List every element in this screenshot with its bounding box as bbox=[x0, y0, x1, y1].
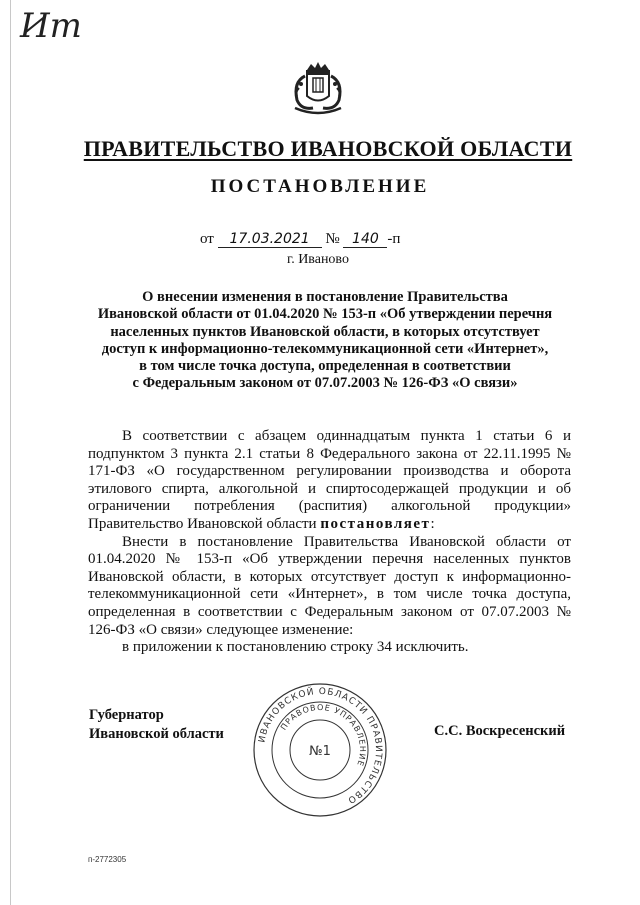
organization-title: ПРАВИТЕЛЬСТВО ИВАНОВСКОЙ ОБЛАСТИ bbox=[83, 136, 573, 161]
document-subject bbox=[80, 289, 570, 393]
stamp-ring-text: ИВАНОВСКОЙ ОБЛАСТИ ПРАВИТЕЛЬСТВО bbox=[257, 686, 384, 806]
subject-line: Ивановской области от 01.04.2020 № 153-п «Об утверждении перечня bbox=[97, 306, 553, 323]
signatory-role-line: Губернатор bbox=[89, 707, 164, 723]
number-suffix: -п bbox=[387, 231, 401, 247]
city-line: г. Иваново bbox=[287, 252, 349, 267]
coat-of-arms-icon bbox=[287, 58, 349, 120]
date-prefix: от bbox=[200, 231, 214, 247]
date-value: 17.03.2021 bbox=[218, 231, 322, 248]
stamp-inner-text: ПРАВОВОЕ УПРАВЛЕНИЕ bbox=[279, 702, 368, 768]
official-stamp bbox=[250, 680, 390, 820]
subject-line: с Федеральным законом от 07.07.2003 № 126-ФЗ «О связи» bbox=[132, 375, 518, 392]
footer-document-code: п-2772305 bbox=[88, 855, 127, 864]
signatory-name: С.С. Воскресенский bbox=[434, 723, 566, 739]
margin-line bbox=[10, 0, 11, 905]
number-sign: № bbox=[325, 231, 340, 247]
date-number-line bbox=[200, 231, 460, 248]
subject-line: населенных пунктов Ивановской области, в которых отсутствует bbox=[110, 323, 540, 340]
stamp-center-text: №1 bbox=[309, 744, 331, 759]
signatory-role-line: Ивановской области bbox=[89, 726, 224, 742]
document-body bbox=[88, 428, 571, 657]
body-paragraph-1-text: В соответствии с абзацем одиннадцатым пункта 1 статьи 6 и подпунктом 3 пункта 2.1 статьи 8 Федерального закона от 22.11.1995 № 171-ФЗ «О государственном регулировании производства и оборота этилового спирта, алкогольной и спиртосодержащей продукции и об ограничении потребления (распития) алкогольной продукции» Правительство Ивановской области bbox=[88, 428, 571, 532]
handwritten-margin-mark: Ит bbox=[20, 6, 82, 46]
subject-line: доступ к информационно-телекоммуникационной сети «Интернет», bbox=[101, 340, 549, 357]
body-paragraph-1 bbox=[88, 428, 571, 534]
body-paragraph-3: в приложении к постановлению строку 34 исключить. bbox=[122, 639, 469, 656]
subject-line: О внесении изменения в постановление Правительства bbox=[142, 289, 508, 305]
document-number: 140 bbox=[343, 231, 387, 248]
body-paragraph-1-end: : bbox=[430, 515, 435, 532]
signatory-role bbox=[89, 706, 224, 744]
resolution-keyword: постановляет bbox=[320, 515, 431, 532]
subject-line: в том числе точка доступа, определенная в соответствии bbox=[139, 358, 511, 375]
body-paragraph-2: Внести в постановление Правительства Ивановской области от 01.04.2020 № 153-п «Об утверждении перечня населенных пунктов Ивановской области, в которых отсутствует доступ к информационно-телекоммуникационной сети «Интернет», в том числе точка доступа, определенная в соответствии с Федеральным законом от 07.07.2003 № 126-ФЗ «О связи» следующее изменение: bbox=[88, 533, 571, 638]
document-type-title: ПОСТАНОВЛЕНИЕ bbox=[210, 176, 430, 197]
